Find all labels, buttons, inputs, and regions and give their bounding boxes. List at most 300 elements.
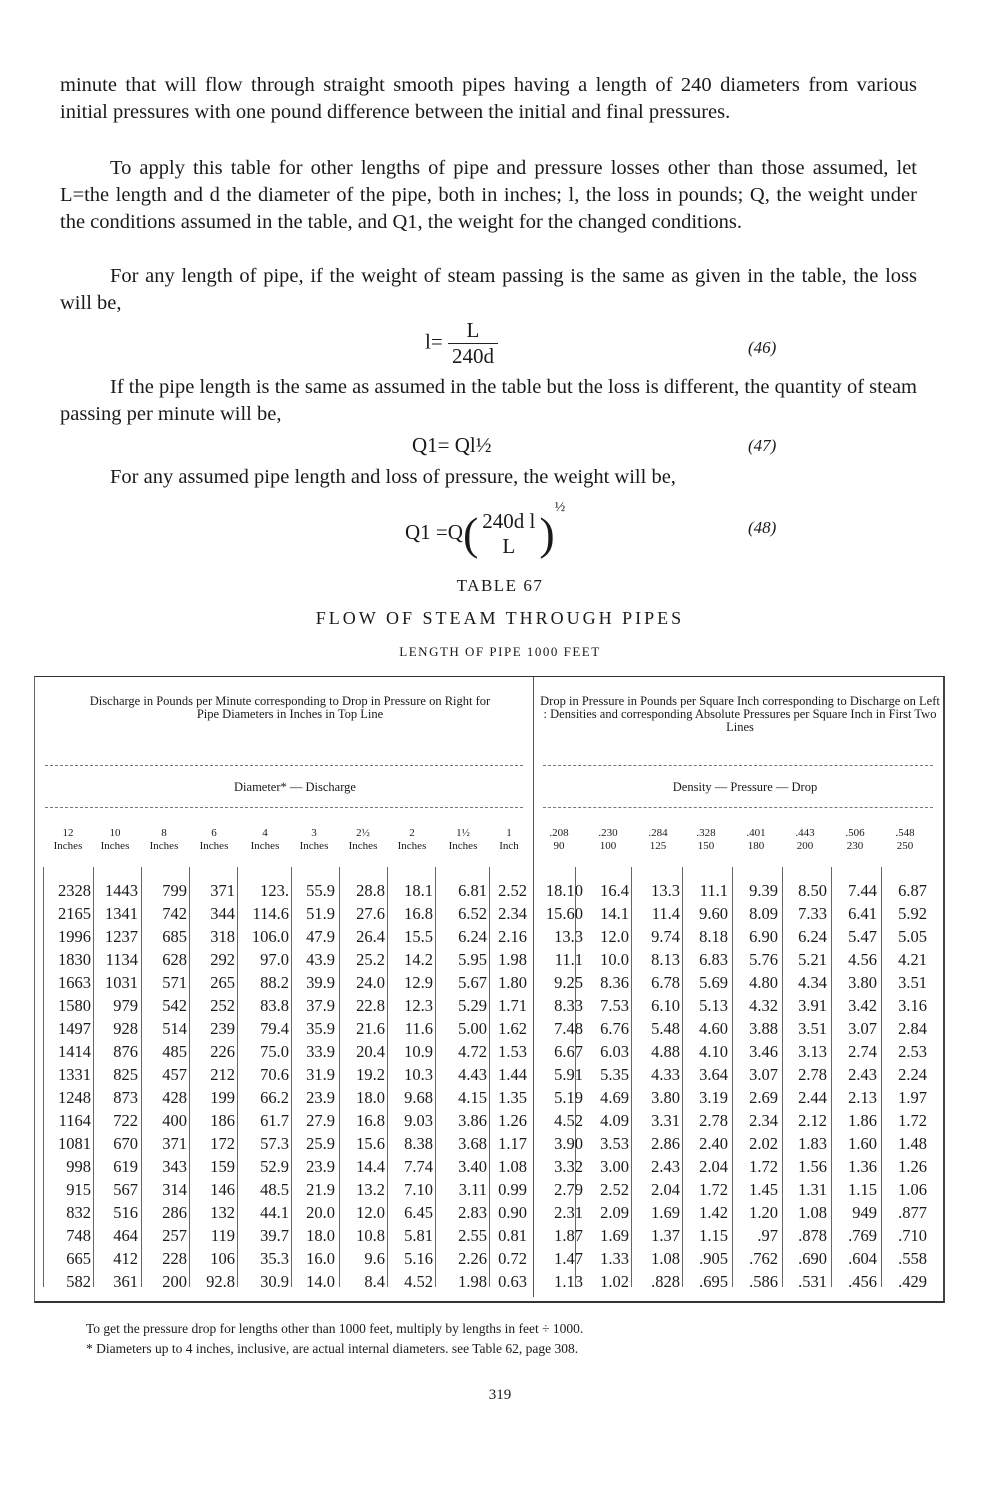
table-cell: 2.43 bbox=[651, 1157, 680, 1176]
table-cell: 3.51 bbox=[798, 1019, 827, 1038]
column-header bbox=[90, 827, 140, 853]
table-cell: 2.52 bbox=[600, 1180, 629, 1199]
table-cell: 200 bbox=[162, 1272, 187, 1291]
table-cell: 1.36 bbox=[848, 1157, 877, 1176]
table-cell: 2.09 bbox=[600, 1203, 629, 1222]
table-cell: 1.53 bbox=[498, 1042, 527, 1061]
table-cell: 3.68 bbox=[458, 1134, 487, 1153]
table-cell: 0.90 bbox=[498, 1203, 527, 1222]
table-cell: 15.5 bbox=[404, 927, 433, 946]
table-cell: 1031 bbox=[105, 973, 138, 992]
table-title: FLOW OF STEAM THROUGH PIPES bbox=[315, 608, 685, 628]
table-cell: 1248 bbox=[58, 1088, 91, 1107]
table-cell: 18.0 bbox=[306, 1226, 335, 1245]
table-cell: 16.8 bbox=[404, 904, 433, 923]
equation-47-number: (47) bbox=[748, 436, 777, 455]
equation-46-denominator: 240d bbox=[451, 344, 494, 368]
column-header-unit: Inches bbox=[250, 840, 280, 852]
table-cell: 825 bbox=[113, 1065, 138, 1084]
table-cell: 9.39 bbox=[749, 881, 778, 900]
table-cell: 12.0 bbox=[600, 927, 629, 946]
table-cell: 6.24 bbox=[798, 927, 827, 946]
table-cell: 2.69 bbox=[749, 1088, 778, 1107]
table-cell: 2.34 bbox=[498, 904, 527, 923]
table-cell: 12.0 bbox=[356, 1203, 385, 1222]
table-cell: 1.42 bbox=[699, 1203, 728, 1222]
table-cell: 10.8 bbox=[356, 1226, 385, 1245]
table-cell: 1.56 bbox=[798, 1157, 827, 1176]
table-cell: 39.7 bbox=[260, 1226, 289, 1245]
column-header-value: 8 bbox=[161, 827, 167, 839]
table-cell: 146 bbox=[210, 1180, 235, 1199]
table-cell: 1081 bbox=[58, 1134, 91, 1153]
table-cell: 2.53 bbox=[898, 1042, 927, 1061]
column-header bbox=[732, 827, 780, 853]
table-cell: 10.3 bbox=[404, 1065, 433, 1084]
table-cell: 5.05 bbox=[898, 927, 927, 946]
table-cell: 1.62 bbox=[498, 1019, 527, 1038]
right-sublabel: Density — Pressure — Drop bbox=[672, 780, 818, 794]
table-cell: 13.3 bbox=[651, 881, 680, 900]
table-cell: 20.4 bbox=[356, 1042, 385, 1061]
table-cell: 4.43 bbox=[458, 1065, 487, 1084]
column-header-unit: Inch bbox=[499, 840, 519, 852]
paragraph-same-length: If the pipe length is the same as assumed in the table but the loss is different, the quantity of steam passing per minute will be, bbox=[60, 376, 917, 425]
table-cell: 48.5 bbox=[260, 1180, 289, 1199]
table-cell: .690 bbox=[798, 1249, 827, 1268]
table-cell: 1.31 bbox=[798, 1180, 827, 1199]
column-header-value: 6 bbox=[211, 827, 217, 839]
table-cell: 6.03 bbox=[600, 1042, 629, 1061]
column-header-unit: Inches bbox=[53, 840, 83, 852]
table-cell: 9.74 bbox=[651, 927, 680, 946]
table-row bbox=[35, 1178, 940, 1201]
table-cell: 542 bbox=[162, 996, 187, 1015]
table-cell: .710 bbox=[898, 1226, 927, 1245]
table-cell: 2.24 bbox=[898, 1065, 927, 1084]
table-cell: 6.81 bbox=[458, 881, 487, 900]
table-cell: 412 bbox=[113, 1249, 138, 1268]
table-cell: 52.9 bbox=[260, 1157, 289, 1176]
table-cell: 799 bbox=[162, 881, 187, 900]
table-cell: 5.13 bbox=[699, 996, 728, 1015]
table-cell: 3.51 bbox=[898, 973, 927, 992]
table-cell: 619 bbox=[113, 1157, 138, 1176]
table-cell: 19.2 bbox=[356, 1065, 385, 1084]
table-row bbox=[35, 1270, 940, 1293]
table-cell: 1134 bbox=[105, 950, 138, 969]
table-cell: 2.78 bbox=[699, 1111, 728, 1130]
table-row bbox=[35, 1224, 940, 1247]
table-cell: 4.15 bbox=[458, 1088, 487, 1107]
table-cell: 92.8 bbox=[206, 1272, 235, 1291]
table-cell: 3.64 bbox=[699, 1065, 728, 1084]
equation-47: Q1= Ql½ bbox=[412, 433, 492, 457]
table-cell: 8.50 bbox=[798, 881, 827, 900]
table-cell: 2.86 bbox=[651, 1134, 680, 1153]
table-cell: 3.90 bbox=[554, 1134, 583, 1153]
table-cell: 1.72 bbox=[749, 1157, 778, 1176]
table-cell: 1.20 bbox=[749, 1203, 778, 1222]
table-cell: 8.38 bbox=[404, 1134, 433, 1153]
column-header-unit: Inches bbox=[100, 840, 130, 852]
column-header-value: 12 bbox=[62, 827, 74, 839]
table-cell: 39.9 bbox=[306, 973, 335, 992]
table-cell: 3.46 bbox=[749, 1042, 778, 1061]
table-cell: 3.19 bbox=[699, 1088, 728, 1107]
table-cell: 199 bbox=[210, 1088, 235, 1107]
table-cell: 25.9 bbox=[306, 1134, 335, 1153]
column-header bbox=[191, 827, 237, 853]
table-number: TABLE 67 bbox=[456, 576, 544, 595]
table-cell: 6.10 bbox=[651, 996, 680, 1015]
table-cell: 1164 bbox=[58, 1111, 91, 1130]
equation-48-denominator: L bbox=[502, 534, 516, 559]
table-cell: 2.83 bbox=[458, 1203, 487, 1222]
equation-46 bbox=[425, 318, 498, 369]
table-cell: 5.47 bbox=[848, 927, 877, 946]
table-cell: 25.2 bbox=[356, 950, 385, 969]
equation-48-numerator: 240d l bbox=[482, 509, 536, 534]
table-cell: 1.15 bbox=[699, 1226, 728, 1245]
table-cell: 11.1 bbox=[554, 950, 583, 969]
table-cell: 1.80 bbox=[498, 973, 527, 992]
table-cell: 3.16 bbox=[898, 996, 927, 1015]
table-cell: 10.0 bbox=[600, 950, 629, 969]
equation-48: Q1 =Q( 240d l L )$^{\frac{1}{2}}$ bbox=[405, 500, 566, 560]
table-cell: 1.02 bbox=[600, 1272, 629, 1291]
table-cell: 1237 bbox=[105, 927, 138, 946]
table-cell: 6.87 bbox=[898, 881, 927, 900]
table-cell: 13.2 bbox=[356, 1180, 385, 1199]
column-header-value: .506 bbox=[845, 827, 865, 839]
table-cell: 0.99 bbox=[498, 1180, 527, 1199]
table-cell: 21.9 bbox=[306, 1180, 335, 1199]
column-header-unit: 180 bbox=[747, 840, 765, 852]
table-cell: 132 bbox=[210, 1203, 235, 1222]
table-cell: 1.08 bbox=[798, 1203, 827, 1222]
table-cell: 1331 bbox=[58, 1065, 91, 1084]
table-cell: 6.90 bbox=[749, 927, 778, 946]
footnote-diameters: * Diameters up to 4 inches, inclusive, are actual internal diameters. see Table 62, page 308. bbox=[86, 1341, 579, 1356]
table-cell: 5.00 bbox=[458, 1019, 487, 1038]
table-cell: 6.67 bbox=[554, 1042, 583, 1061]
table-row bbox=[35, 902, 940, 925]
table-cell: 1.71 bbox=[498, 996, 527, 1015]
table-cell: 2165 bbox=[58, 904, 91, 923]
table-cell: 3.13 bbox=[798, 1042, 827, 1061]
table-cell: 239 bbox=[210, 1019, 235, 1038]
table-cell: 915 bbox=[66, 1180, 91, 1199]
table-cell: 2.43 bbox=[848, 1065, 877, 1084]
table-cell: 1.44 bbox=[498, 1065, 527, 1084]
table-cell: 83.8 bbox=[260, 996, 289, 1015]
column-header-unit: Inches bbox=[448, 840, 478, 852]
table-cell: 5.95 bbox=[458, 950, 487, 969]
column-header-unit: 250 bbox=[896, 840, 914, 852]
table-cell: 567 bbox=[113, 1180, 138, 1199]
paragraph-any-length: For any length of pipe, if the weight of steam passing is the same as given in the table, the loss will be, bbox=[60, 265, 917, 314]
table-row bbox=[35, 1109, 940, 1132]
table-cell: 37.9 bbox=[306, 996, 335, 1015]
table-cell: 5.19 bbox=[554, 1088, 583, 1107]
table-cell: 6.52 bbox=[458, 904, 487, 923]
table-cell: 979 bbox=[113, 996, 138, 1015]
equation-46-numerator: L bbox=[448, 318, 498, 344]
column-header-value: .208 bbox=[549, 827, 569, 839]
table-cell: 1.97 bbox=[898, 1088, 927, 1107]
table-cell: 428 bbox=[162, 1088, 187, 1107]
column-header-value: 1 bbox=[506, 827, 512, 839]
table-cell: 3.91 bbox=[798, 996, 827, 1015]
table-cell: 1.83 bbox=[798, 1134, 827, 1153]
table-cell: 18.10 bbox=[545, 881, 583, 900]
table-cell: 873 bbox=[113, 1088, 138, 1107]
table-cell: 1443 bbox=[105, 881, 138, 900]
table-cell: 3.86 bbox=[458, 1111, 487, 1130]
column-header-value: .230 bbox=[598, 827, 618, 839]
table-cell: 18.0 bbox=[356, 1088, 385, 1107]
column-header bbox=[682, 827, 730, 853]
table-row bbox=[35, 1063, 940, 1086]
table-cell: 8.36 bbox=[600, 973, 629, 992]
header-divider-right bbox=[543, 765, 933, 766]
table-cell: 1830 bbox=[58, 950, 91, 969]
table-cell: 23.9 bbox=[306, 1157, 335, 1176]
table-cell: 10.9 bbox=[404, 1042, 433, 1061]
column-header-value: 2½ bbox=[356, 827, 370, 839]
table-cell: 1.13 bbox=[554, 1272, 583, 1291]
table-cell: 1.37 bbox=[651, 1226, 680, 1245]
table-cell: 3.31 bbox=[651, 1111, 680, 1130]
table-cell: 928 bbox=[113, 1019, 138, 1038]
table-cell: 66.2 bbox=[260, 1088, 289, 1107]
table-cell: 47.9 bbox=[306, 927, 335, 946]
table-cell: 186 bbox=[210, 1111, 235, 1130]
table-cell: 70.6 bbox=[260, 1065, 289, 1084]
table-cell: 748 bbox=[66, 1226, 91, 1245]
table-cell: 28.8 bbox=[356, 881, 385, 900]
table-cell: 2328 bbox=[58, 881, 91, 900]
column-header-unit: Inches bbox=[149, 840, 179, 852]
table-cell: 457 bbox=[162, 1065, 187, 1084]
table-cell: 4.32 bbox=[749, 996, 778, 1015]
table-cell: 5.81 bbox=[404, 1226, 433, 1245]
table-cell: 106 bbox=[210, 1249, 235, 1268]
column-header-unit: Inches bbox=[299, 840, 329, 852]
table-cell: 6.45 bbox=[404, 1203, 433, 1222]
table-cell: 1497 bbox=[58, 1019, 91, 1038]
table-cell: 4.52 bbox=[404, 1272, 433, 1291]
table-cell: 23.9 bbox=[306, 1088, 335, 1107]
equation-48-number: (48) bbox=[748, 518, 777, 537]
table-cell: 3.42 bbox=[848, 996, 877, 1015]
table-cell: 11.6 bbox=[404, 1019, 433, 1038]
table-cell: 265 bbox=[210, 973, 235, 992]
table-cell: 361 bbox=[113, 1272, 138, 1291]
table-cell: 8.09 bbox=[749, 904, 778, 923]
table-cell: 1.06 bbox=[898, 1180, 927, 1199]
table-cell: .586 bbox=[749, 1272, 778, 1291]
table-cell: 61.7 bbox=[260, 1111, 289, 1130]
table-row bbox=[35, 1017, 940, 1040]
right-header: Drop in Pressure in Pounds per Square Inch corresponding to Discharge on Left : Densities and corresponding Absolute Pressures per Square Inch in First Two Lines bbox=[540, 694, 940, 734]
table-cell: 670 bbox=[113, 1134, 138, 1153]
table-cell: 371 bbox=[210, 881, 235, 900]
paragraph-apply-table: To apply this table for other lengths of pipe and pressure losses other than those assumed, let L=the length and d the diameter of the pipe, both in inches; l, the loss in pounds; Q, the weight under the conditions assumed in the table, and Q1, the weight for the changed conditions. bbox=[60, 157, 917, 233]
table-cell: 742 bbox=[162, 904, 187, 923]
table-cell: 8.4 bbox=[364, 1272, 385, 1291]
table-cell: 14.4 bbox=[356, 1157, 385, 1176]
table-cell: 11.1 bbox=[699, 881, 728, 900]
table-cell: 3.53 bbox=[600, 1134, 629, 1153]
table-cell: 123. bbox=[260, 881, 289, 900]
table-cell: 1.72 bbox=[898, 1111, 927, 1130]
table-cell: 3.88 bbox=[749, 1019, 778, 1038]
column-header bbox=[634, 827, 682, 853]
equation-46-fraction bbox=[448, 318, 498, 369]
table-cell: 26.4 bbox=[356, 927, 385, 946]
equation-48-lhs: Q1 =Q bbox=[405, 520, 463, 544]
column-header bbox=[881, 827, 929, 853]
table-cell: 7.74 bbox=[404, 1157, 433, 1176]
equation-46-lhs: l= bbox=[425, 329, 443, 354]
table-cell: .905 bbox=[699, 1249, 728, 1268]
table-cell: 212 bbox=[210, 1065, 235, 1084]
table-cell: 228 bbox=[162, 1249, 187, 1268]
column-header bbox=[831, 827, 879, 853]
table-cell: 1.98 bbox=[458, 1272, 487, 1291]
table-cell: 5.35 bbox=[600, 1065, 629, 1084]
table-cell: 1580 bbox=[58, 996, 91, 1015]
column-header-value: 10 bbox=[109, 827, 121, 839]
table-cell: 344 bbox=[210, 904, 235, 923]
table-cell: 400 bbox=[162, 1111, 187, 1130]
table-cell: 14.2 bbox=[404, 950, 433, 969]
table-row bbox=[35, 1040, 940, 1063]
left-sublabel: Diameter* — Discharge bbox=[234, 780, 356, 794]
table-cell: 30.9 bbox=[260, 1272, 289, 1291]
table-cell: 7.33 bbox=[798, 904, 827, 923]
table-cell: 18.1 bbox=[404, 881, 433, 900]
table-cell: 2.12 bbox=[798, 1111, 827, 1130]
column-header bbox=[43, 827, 93, 853]
column-header-value: .548 bbox=[895, 827, 915, 839]
table-cell: 7.48 bbox=[554, 1019, 583, 1038]
column-header-unit: 150 bbox=[697, 840, 715, 852]
table-cell: 3.32 bbox=[554, 1157, 583, 1176]
table-cell: 571 bbox=[162, 973, 187, 992]
table-cell: 1.69 bbox=[600, 1226, 629, 1245]
table-cell: 5.76 bbox=[749, 950, 778, 969]
equation-46-number: (46) bbox=[748, 338, 777, 357]
table-cell: 5.48 bbox=[651, 1019, 680, 1038]
column-header bbox=[239, 827, 291, 853]
table-cell: 7.53 bbox=[600, 996, 629, 1015]
table-cell: .769 bbox=[848, 1226, 877, 1245]
table-cell: 14.0 bbox=[306, 1272, 335, 1291]
table-cell: 12.3 bbox=[404, 996, 433, 1015]
column-header bbox=[291, 827, 337, 853]
table-cell: 4.52 bbox=[554, 1111, 583, 1130]
table-cell: 2.52 bbox=[498, 881, 527, 900]
table-cell: 2.26 bbox=[458, 1249, 487, 1268]
table-cell: 97.0 bbox=[260, 950, 289, 969]
table-cell: 286 bbox=[162, 1203, 187, 1222]
table-cell: 6.78 bbox=[651, 973, 680, 992]
table-cell: 51.9 bbox=[306, 904, 335, 923]
table-cell: 2.74 bbox=[848, 1042, 877, 1061]
table-cell: 2.04 bbox=[651, 1180, 680, 1199]
table-cell: .97 bbox=[757, 1226, 778, 1245]
column-header bbox=[437, 827, 489, 853]
table-cell: 24.0 bbox=[356, 973, 385, 992]
footnote-pressure-drop: To get the pressure drop for lengths other than 1000 feet, multiply by lengths in feet ÷ 1000. bbox=[86, 1321, 584, 1336]
table-cell: 16.8 bbox=[356, 1111, 385, 1130]
table-cell: 4.72 bbox=[458, 1042, 487, 1061]
column-header-value: .401 bbox=[746, 827, 766, 839]
table-cell: 1.45 bbox=[749, 1180, 778, 1199]
table-cell: .878 bbox=[798, 1226, 827, 1245]
column-header bbox=[339, 827, 387, 853]
table-cell: 11.4 bbox=[651, 904, 680, 923]
table-cell: 0.63 bbox=[498, 1272, 527, 1291]
table-cell: 1.98 bbox=[498, 950, 527, 969]
column-header bbox=[389, 827, 435, 853]
table-row bbox=[35, 1201, 940, 1224]
table-cell: 15.60 bbox=[545, 904, 583, 923]
table-cell: 8.13 bbox=[651, 950, 680, 969]
table-cell: 2.44 bbox=[798, 1088, 827, 1107]
table-cell: 343 bbox=[162, 1157, 187, 1176]
table-cell: .695 bbox=[699, 1272, 728, 1291]
table-cell: 3.40 bbox=[458, 1157, 487, 1176]
table-cell: 3.80 bbox=[651, 1088, 680, 1107]
table-cell: 5.67 bbox=[458, 973, 487, 992]
table-cell: 9.68 bbox=[404, 1088, 433, 1107]
table-cell: 0.81 bbox=[498, 1226, 527, 1245]
column-header-value: 4 bbox=[262, 827, 268, 839]
table-cell: 79.4 bbox=[260, 1019, 289, 1038]
column-header-value: .284 bbox=[648, 827, 668, 839]
table-row bbox=[35, 971, 940, 994]
table-cell: 4.60 bbox=[699, 1019, 728, 1038]
table-cell: 1.17 bbox=[498, 1134, 527, 1153]
table-cell: 1.69 bbox=[651, 1203, 680, 1222]
table-cell: 5.29 bbox=[458, 996, 487, 1015]
table-cell: 8.33 bbox=[554, 996, 583, 1015]
table-cell: 1663 bbox=[58, 973, 91, 992]
table-cell: 1.08 bbox=[651, 1249, 680, 1268]
table-cell: 1341 bbox=[105, 904, 138, 923]
table-cell: 2.55 bbox=[458, 1226, 487, 1245]
table-cell: 1.15 bbox=[848, 1180, 877, 1199]
table-cell: 4.56 bbox=[848, 950, 877, 969]
table-cell: 35.9 bbox=[306, 1019, 335, 1038]
table-row bbox=[35, 925, 940, 948]
table-subtitle: LENGTH OF PIPE 1000 FEET bbox=[399, 644, 601, 659]
paragraph-continuation: minute that will flow through straight smooth pipes having a length of 240 diameters from various initial pressures with one pound difference between the initial and final pressures. bbox=[60, 74, 917, 123]
table-cell: 998 bbox=[66, 1157, 91, 1176]
table-cell: 14.1 bbox=[600, 904, 629, 923]
table-cell: 318 bbox=[210, 927, 235, 946]
table-cell: 876 bbox=[113, 1042, 138, 1061]
column-header bbox=[781, 827, 829, 853]
table-cell: 33.9 bbox=[306, 1042, 335, 1061]
table-row bbox=[35, 1086, 940, 1109]
table-row bbox=[35, 948, 940, 971]
table-cell: 2.84 bbox=[898, 1019, 927, 1038]
